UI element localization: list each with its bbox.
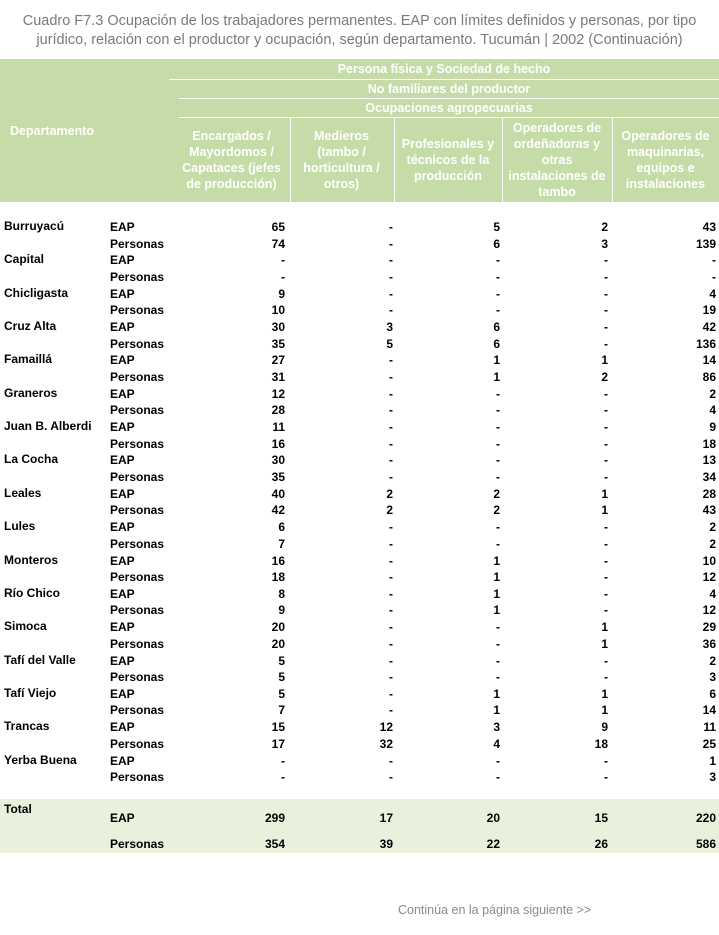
row-department-label: Chicligasta [4,285,69,300]
cell-value: 18 [594,736,608,751]
cell-value: 6 [278,520,285,535]
row-department-label: Yerba Buena [4,752,77,767]
cell-value: - [496,436,500,451]
cell-value: - [389,303,393,318]
cell-value: - [604,420,608,435]
total-value: 17 [379,811,393,825]
cell-value: 9 [601,720,608,735]
cell-value: 43 [702,503,716,518]
row-type-personas: Personas [110,503,165,518]
cell-value: - [496,536,500,551]
row-type-eap: EAP [110,386,135,401]
cell-value: - [496,403,500,418]
cell-value: 5 [278,686,285,701]
row-type-personas: Personas [110,269,165,284]
cell-value: - [496,453,500,468]
cell-value: - [496,636,500,651]
row-department-label: Famaillá [4,352,53,367]
cell-value: - [604,670,608,685]
cell-value: - [389,403,393,418]
cell-value: - [496,670,500,685]
cell-value: 35 [271,336,285,351]
cell-value: - [389,553,393,568]
row-type-personas: Personas [110,403,165,418]
cell-value: 12 [379,720,393,735]
cell-value: 12 [702,603,716,618]
cell-value: - [604,553,608,568]
cell-value: 2 [709,536,716,551]
cell-value: 1 [601,703,608,718]
total-type-personas: Personas [110,837,165,851]
cell-value: - [604,436,608,451]
total-value: 22 [486,837,500,851]
cell-value: 2 [601,369,608,384]
cell-value: 9 [278,286,285,301]
cell-value: - [389,686,393,701]
cell-value: 2 [709,653,716,668]
cell-value: - [389,603,393,618]
cell-value: - [389,570,393,584]
cell-value: 5 [278,670,285,685]
total-value: 586 [695,837,716,851]
cell-value: 42 [271,503,285,518]
row-type-eap: EAP [110,253,135,268]
cell-value: - [389,220,393,234]
row-type-eap: EAP [110,520,135,535]
row-type-personas: Personas [110,469,165,484]
cell-value: - [496,386,500,401]
cell-value: 2 [709,386,716,401]
cell-value: - [712,253,716,268]
cell-value: - [604,603,608,618]
cell-value: 4 [493,736,500,751]
row-department-label: La Cocha [4,452,59,467]
row-type-eap: EAP [110,720,135,735]
cell-value: - [604,453,608,468]
cell-value: - [604,303,608,318]
cell-value: - [389,636,393,651]
cell-value: - [604,253,608,268]
header-departamento: Departamento [10,123,95,138]
row-type-eap: EAP [110,620,135,635]
cell-value: 1 [493,369,500,384]
row-type-eap: EAP [110,220,135,234]
header-level3: Ocupaciones agropecuarias [365,101,533,115]
cell-value: 1 [601,486,608,501]
cell-value: 1 [493,603,500,618]
row-department-label: Simoca [4,619,47,634]
cell-value: 20 [271,636,285,651]
cell-value: - [281,269,285,284]
cell-value: 2 [709,520,716,535]
cell-value: - [604,520,608,535]
cell-value: - [389,536,393,551]
cell-value: 1 [601,503,608,518]
cell-value: 1 [709,753,716,768]
row-type-personas: Personas [110,703,165,718]
cell-value: - [604,336,608,351]
row-department-label: Leales [4,485,42,500]
cell-value: 20 [271,620,285,635]
row-type-personas: Personas [110,770,165,785]
cell-value: 2 [386,486,393,501]
cell-value: - [496,286,500,301]
row-type-personas: Personas [110,636,165,651]
row-type-personas: Personas [110,603,165,618]
cell-value: 1 [601,636,608,651]
cell-value: - [604,269,608,284]
row-type-personas: Personas [110,336,165,351]
cell-value: 14 [702,703,716,718]
cell-value: 1 [493,686,500,701]
cell-value: 74 [271,236,285,251]
cell-value: 42 [702,320,716,335]
cell-value: - [389,586,393,601]
row-department-label: Juan B. Alberdi [4,419,92,434]
cell-value: 12 [271,386,285,401]
total-value: 299 [264,811,285,825]
cell-value: 25 [702,736,716,751]
cell-value: 11 [703,720,716,735]
total-value: 15 [594,811,608,825]
cell-value: 18 [271,570,285,584]
cell-value: 3 [493,720,500,735]
cell-value: - [389,236,393,251]
cell-value: 36 [702,636,716,651]
row-type-eap: EAP [110,286,135,301]
cell-value: 1 [493,586,500,601]
cell-value: - [496,770,500,785]
row-type-eap: EAP [110,453,135,468]
cell-value: 35 [271,469,285,484]
cell-value: 4 [709,403,716,418]
cell-value: - [496,253,500,268]
cell-value: 10 [271,303,285,318]
cell-value: - [389,453,393,468]
cell-value: 1 [493,353,500,368]
row-type-eap: EAP [110,486,135,501]
table-title: Cuadro F7.3 Ocupación de los trabajadores permanentes. EAP con límites definidos y personas, por tipo jurídico, relación con el productor y ocupación, según departamento. Tucumán | 2002 (Continuación) [22,13,697,48]
cell-value: 5 [493,220,500,234]
header-col-medieros: Medieros (tambo / horticultura / otros) [303,129,380,191]
row-type-personas: Personas [110,570,165,584]
cell-value: - [389,653,393,668]
cell-value: - [604,536,608,551]
cell-value: - [389,753,393,768]
cell-value: 13 [702,453,716,468]
header-col-ordenadoras: Operadores de ordeñadoras y otras instalaciones de tambo [508,121,606,199]
row-type-eap: EAP [110,586,135,601]
cell-value: - [389,269,393,284]
cell-value: 12 [702,570,716,584]
total-value: 39 [379,837,393,851]
cell-value: 16 [271,436,285,451]
row-department-label: Cruz Alta [4,319,57,334]
cell-value: - [281,753,285,768]
cell-value: - [712,269,716,284]
row-department-label: Burruyacú [4,219,65,233]
cell-value: - [496,269,500,284]
cell-value: 1 [493,703,500,718]
cell-value: 40 [271,486,285,501]
cell-value: 9 [709,420,716,435]
total-value: 354 [264,837,285,851]
cell-value: 1 [601,686,608,701]
cell-value: 5 [278,653,285,668]
row-department-label: Graneros [4,385,58,400]
row-department-label: Monteros [4,552,58,567]
cell-value: 30 [271,453,285,468]
row-type-personas: Personas [110,236,165,251]
cell-value: - [604,753,608,768]
row-department-label: Río Chico [4,585,60,600]
cell-value: - [604,570,608,584]
total-type-eap: EAP [110,811,135,825]
cell-value: 6 [709,686,716,701]
cell-value: - [389,770,393,785]
total-value: 20 [486,811,500,825]
cell-value: 4 [709,286,716,301]
row-department-label: Tafí del Valle [4,652,76,667]
total-value: 26 [594,837,608,851]
cell-value: 6 [493,336,500,351]
cell-value: 2 [493,486,500,501]
cell-value: 7 [278,703,285,718]
row-type-personas: Personas [110,303,165,318]
cell-value: - [389,520,393,535]
cell-value: 1 [493,553,500,568]
row-type-eap: EAP [110,353,135,368]
cell-value: 32 [379,736,393,751]
cell-value: - [281,770,285,785]
cell-value: - [496,420,500,435]
cell-value: - [604,403,608,418]
cell-value: 11 [272,420,285,435]
cell-value: 34 [702,469,716,484]
cell-value: 31 [271,369,285,384]
row-type-personas: Personas [110,369,165,384]
cell-value: 2 [601,220,608,234]
cell-value: - [604,386,608,401]
cell-value: - [496,520,500,535]
cell-value: 17 [271,736,285,751]
cell-value: 29 [702,620,716,635]
row-type-eap: EAP [110,653,135,668]
cell-value: 18 [702,436,716,451]
cell-value: - [389,286,393,301]
row-type-eap: EAP [110,686,135,701]
header-col-profesionales: Profesionales y técnicos de la producción [401,137,495,183]
cell-value: - [389,353,393,368]
cell-value: 8 [278,586,285,601]
cell-value: 2 [386,503,393,518]
cell-value: - [604,286,608,301]
row-department-label: Tafí Viejo [4,685,57,700]
cell-value: 2 [493,503,500,518]
cell-value: 136 [695,336,716,351]
row-type-personas: Personas [110,436,165,451]
cell-value: 86 [702,369,716,384]
cell-value: - [389,369,393,384]
cell-value: - [389,420,393,435]
cell-value: 9 [278,603,285,618]
cell-value: 43 [702,220,716,234]
cell-value: 1 [601,620,608,635]
cell-value: - [496,653,500,668]
cell-value: - [389,703,393,718]
cell-value: - [496,620,500,635]
cell-value: 10 [702,553,716,568]
cell-value: - [389,620,393,635]
cell-value: - [604,469,608,484]
cell-value: - [496,753,500,768]
cell-value: - [604,770,608,785]
row-department-label: Trancas [4,719,50,734]
cell-value: 15 [271,720,285,735]
cell-value: 27 [271,353,285,368]
cell-value: 4 [709,586,716,601]
cell-value: - [281,253,285,268]
cell-value: - [604,586,608,601]
cell-value: - [604,653,608,668]
cell-value: 7 [278,536,285,551]
cell-value: 16 [271,553,285,568]
cell-value: 3 [709,770,716,785]
cell-value: 6 [493,320,500,335]
header-level1: Persona física y Sociedad de hecho [337,62,551,76]
row-type-eap: EAP [110,420,135,435]
cell-value: 19 [702,303,716,318]
cell-value: - [389,436,393,451]
header-col-maquinarias: Operadores de maquinarias, equipos e instalaciones [621,129,710,191]
row-type-eap: EAP [110,553,135,568]
cell-value: 1 [493,570,500,584]
cell-value: - [389,253,393,268]
total-value: 220 [695,811,716,825]
row-department-label: Capital [4,252,45,267]
row-type-personas: Personas [110,536,165,551]
cell-value: 30 [271,320,285,335]
cell-value: - [389,469,393,484]
cell-value: 3 [709,670,716,685]
cell-value: 28 [702,486,716,501]
row-type-personas: Personas [110,736,165,751]
cell-value: 28 [271,403,285,418]
cell-value: - [604,320,608,335]
cell-value: - [389,386,393,401]
row-type-personas: Personas [110,670,165,685]
cell-value: 5 [386,336,393,351]
cell-value: 1 [601,353,608,368]
cell-value: 3 [601,236,608,251]
row-type-eap: EAP [110,753,135,768]
total-label: Total [4,802,32,816]
cell-value: 14 [702,353,716,368]
header-level2: No familiares del productor [367,82,531,96]
continuation-note: Continúa en la página siguiente >> [398,903,592,917]
cell-value: 139 [695,236,716,251]
row-type-eap: EAP [110,320,135,335]
cell-value: - [496,303,500,318]
cell-value: - [496,469,500,484]
cell-value: 3 [386,320,393,335]
header-col-encargados: Encargados / Mayordomos / Capataces (jefes de producción) [182,129,281,191]
cell-value: 6 [493,236,500,251]
cell-value: 65 [271,220,285,234]
cell-value: - [389,670,393,685]
row-department-label: Lules [4,519,36,534]
